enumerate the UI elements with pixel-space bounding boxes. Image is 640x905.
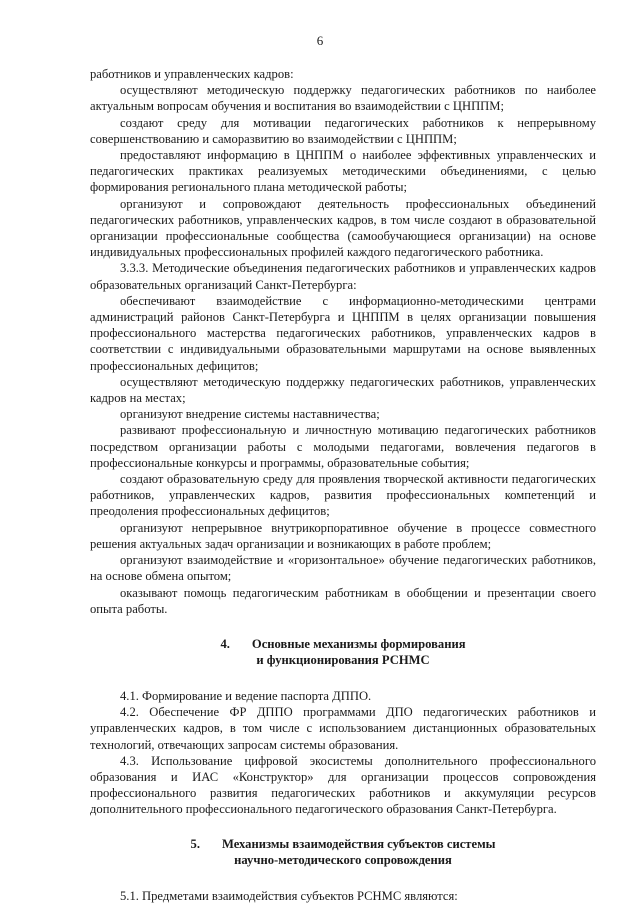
section-3-continuation bbox=[90, 66, 596, 617]
section-5-title-line2: научно-методического сопровождения bbox=[234, 853, 452, 868]
paragraph: оказывают помощь педагогическим работникам в обобщении и презентации своего опыта работы. bbox=[90, 585, 596, 616]
paragraph: предоставляют информацию в ЦНППМ о наиболее эффективных управленческих и педагогических практиках реализуемых методическими объединениями, с целью формирования регионального плана методической работы; bbox=[90, 148, 596, 195]
paragraph: развивают профессиональную и личностную мотивацию педагогических работников посредством организации работы с молодыми педагогами, вовлечения педагогов в профессиональные конкурсы и программы, образовательные события; bbox=[90, 423, 596, 470]
page-number: 6 bbox=[316, 33, 324, 48]
paragraph: 4.3. Использование цифровой экосистемы дополнительного профессионального образования и ИАС «Конструктор» для организации процессов сопровождения профессионального развития педагогических работников и аккумуляции ресурсов дополнительного профессионального педагогического образования Санкт-Петербурга. bbox=[90, 753, 596, 817]
paragraph: 5.1. Предметами взаимодействия субъектов РСНМС являются: bbox=[120, 888, 458, 903]
paragraph: организуют внедрение системы наставничества; bbox=[120, 407, 380, 422]
document-body bbox=[90, 66, 596, 904]
section-5-paragraphs bbox=[90, 888, 596, 904]
paragraph: осуществляют методическую поддержку педагогических работников по наиболее актуальным вопросам обучения и воспитания во взаимодействии с ЦНППМ; bbox=[90, 83, 596, 114]
paragraph: организуют непрерывное внутрикорпоративное обучение в процессе совместного решения актуальных задач организации и возникающих в работе проблем; bbox=[90, 520, 596, 551]
paragraph: 4.2. Обеспечение ФР ДППО программами ДПО педагогических работников и управленческих кадров, в том числе с использованием дистанционных образовательных технологий, отвечающих запросам системы образования. bbox=[90, 705, 596, 752]
section-4-title-line1: Основные механизмы формирования bbox=[251, 636, 466, 651]
section-5-title-line1: Механизмы взаимодействия субъектов системы bbox=[221, 836, 496, 851]
paragraph: организуют взаимодействие и «горизонтальное» обучение педагогических работников, на основе обмена опытом; bbox=[90, 553, 596, 584]
paragraph: 3.3.3. Методические объединения педагогических работников и управленческих кадров образовательных организаций Санкт-Петербурга: bbox=[90, 261, 596, 292]
section-4-title-line2: и функционирования РСНМС bbox=[256, 653, 430, 668]
section-4-paragraphs bbox=[90, 688, 596, 818]
paragraph: осуществляют методическую поддержку педагогических работников, управленческих кадров на местах; bbox=[90, 374, 596, 406]
section-4-number: 4. bbox=[220, 636, 230, 651]
paragraph: работников и управленческих кадров: bbox=[90, 67, 294, 81]
paragraph: создают образовательную среду для проявления творческой активности педагогических работников, управленческих кадров, развития профессиональных компетенций и преодоления профессиональных дефицитов; bbox=[90, 472, 596, 519]
paragraph: обеспечивают взаимодействие с информационно-методическими центрами администраций районов Санкт-Петербурга и ЦНППМ в целях организации повышения профессионального мастерства педагогических работников, управленческих кадров в соответствии с индивидуальными образовательными маршрутами на основе выявленных профессиональных дефицитов; bbox=[90, 293, 596, 373]
section-5-number: 5. bbox=[190, 836, 200, 851]
paragraph: 4.1. Формирование и ведение паспорта ДППО. bbox=[120, 688, 372, 703]
section-4-heading bbox=[90, 636, 596, 669]
paragraph: создают среду для мотивации педагогических работников к непрерывному совершенствованию и саморазвитию во взаимодействии с ЦНППМ; bbox=[90, 115, 596, 146]
paragraph: организуют и сопровождают деятельность профессиональных объединений педагогических работников, управленческих кадров, в том числе создают в образовательной организации профессиональные сообщества (самообучающиеся организации) на основе индивидуальных профессиональных профилей каждого педагогического работника. bbox=[90, 196, 596, 260]
section-5-heading bbox=[90, 836, 596, 869]
